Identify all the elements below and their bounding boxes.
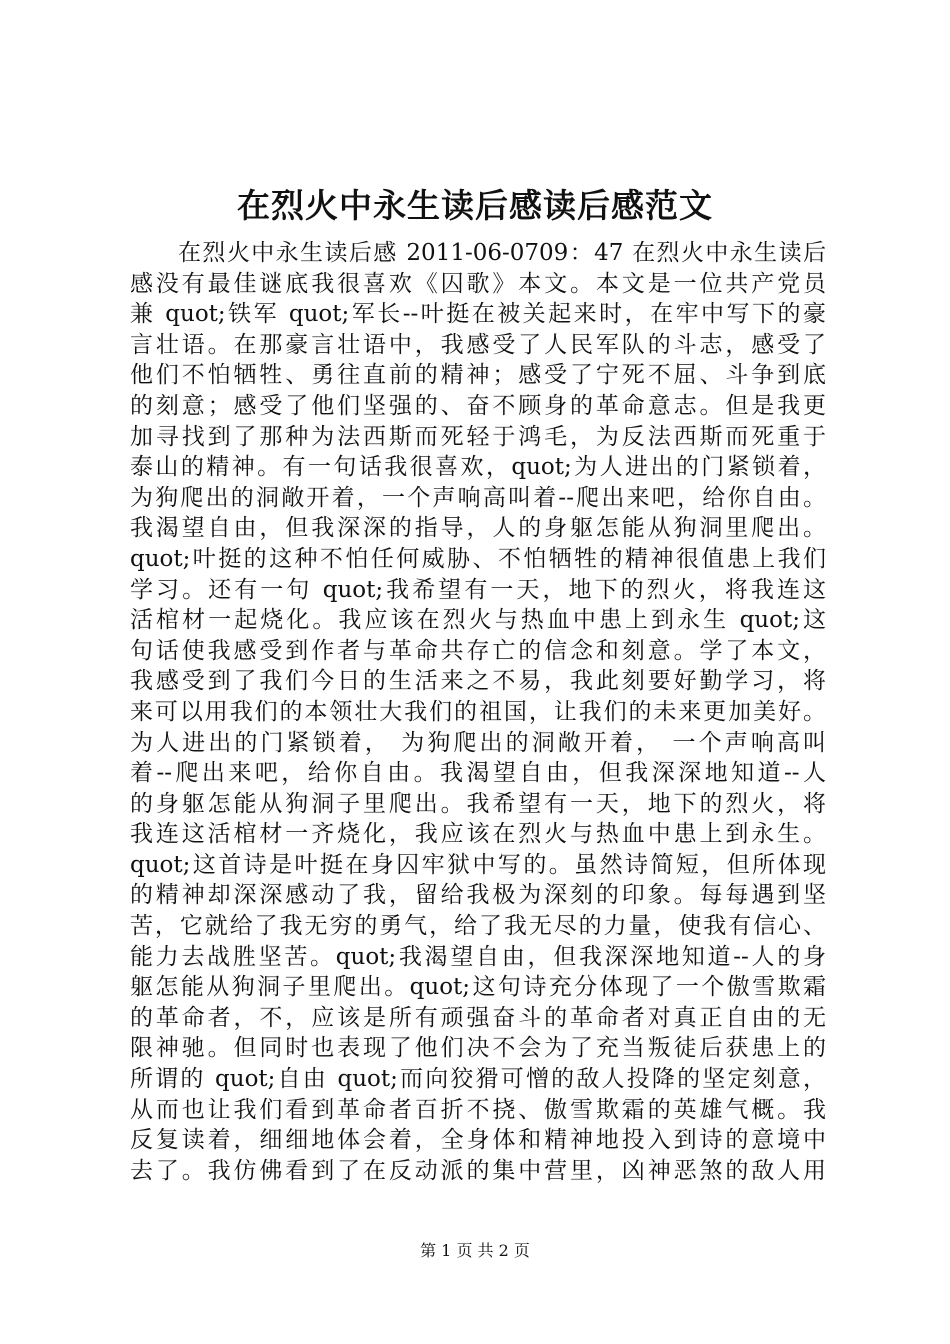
body-line: 我感受到了我们今日的生活来之不易，我此刻要好勤学习，将 [130,668,826,695]
body-line: 的身躯怎能从狗洞子里爬出。我希望有一天，地下的烈火，将 [130,790,826,817]
body-line: 为狗爬出的洞敞开着，一个声响高叫着--爬出来吧，给你自由。 [130,484,826,511]
body-line: 去了。我仿佛看到了在反动派的集中营里，凶神恶煞的敌人用 [130,1157,826,1184]
page-footer: 第 1 页 共 2 页 [420,1241,530,1260]
body-line: 学习。还有一句 quot;我希望有一天，地下的烈火，将我连这 [130,576,826,603]
body-line: 句话使我感受到作者与革命共存亡的信念和刻意。学了本文， [130,637,826,664]
body-line: 限神驰。但同时也表现了他们决不会为了充当叛徒后获患上的 [130,1035,826,1062]
body-line: 能力去战胜坚苦。quot;我渴望自由，但我深深地知道--人的身 [130,943,826,970]
body-line: 言壮语。在那豪言壮语中，我感受了人民军队的斗志，感受了 [130,331,826,358]
document-body [130,238,826,1186]
body-line: 的精神却深深感动了我，留给我极为深刻的印象。每每遇到坚 [130,882,826,909]
body-line: 为人进出的门紧锁着， 为狗爬出的洞敞开着， 一个声响高叫 [130,729,826,756]
body-line: 泰山的精神。有一句话我很喜欢，quot;为人进出的门紧锁着， [130,454,826,481]
body-line: 着--爬出来吧，给你自由。我渴望自由，但我深深地知道--人 [130,760,826,787]
body-line: 兼 quot;铁军 quot;军长--叶挺在被关起来时，在牢中写下的豪 [130,301,826,328]
body-line: quot;叶挺的这种不怕任何威胁、不怕牺牲的精神很值患上我们 [130,545,826,572]
body-line: quot;这首诗是叶挺在身囚牢狱中写的。虽然诗简短，但所体现 [130,851,826,878]
body-line: 感没有最佳谜底我很喜欢《囚歌》本文。本文是一位共产党员 [130,270,826,297]
body-line: 他们不怕牺牲、勇往直前的精神；感受了宁死不屈、斗争到底 [130,362,826,389]
body-line: 躯怎能从狗洞子里爬出。quot;这句诗充分体现了一个傲雪欺霜 [130,974,826,1001]
document-title: 在烈火中永生读后感读后感范文 [237,186,713,225]
body-line: 的刻意；感受了他们坚强的、奋不顾身的革命意志。但是我更 [130,392,826,419]
body-line: 活棺材一起烧化。我应该在烈火与热血中患上到永生 quot;这 [130,607,826,634]
body-line: 的革命者，不，应该是所有顽强奋斗的革命者对真正自由的无 [130,1004,826,1031]
body-line: 苦，它就给了我无穷的勇气，给了我无尽的力量，使我有信心、 [130,913,826,940]
body-line: 反复读着，细细地体会着，全身体和精神地投入到诗的意境中 [130,1127,826,1154]
body-line: 来可以用我们的本领壮大我们的祖国，让我们的未来更加美好。 [130,698,826,725]
body-line: 在烈火中永生读后感 2011-06-0709：47 在烈火中永生读后 [178,240,826,266]
body-line: 所谓的 quot;自由 quot;而向狡猾可憎的敌人投降的坚定刻意， [130,1066,826,1093]
body-line: 我渴望自由，但我深深的指导，人的身躯怎能从狗洞里爬出。 [130,515,826,542]
body-line: 加寻找到了那种为法西斯而死轻于鸿毛，为反法西斯而死重于 [130,423,826,450]
body-line: 我连这活棺材一齐烧化，我应该在烈火与热血中患上到永生。 [130,821,826,848]
body-line: 从而也让我们看到革命者百折不挠、傲雪欺霜的英雄气概。我 [130,1096,826,1123]
